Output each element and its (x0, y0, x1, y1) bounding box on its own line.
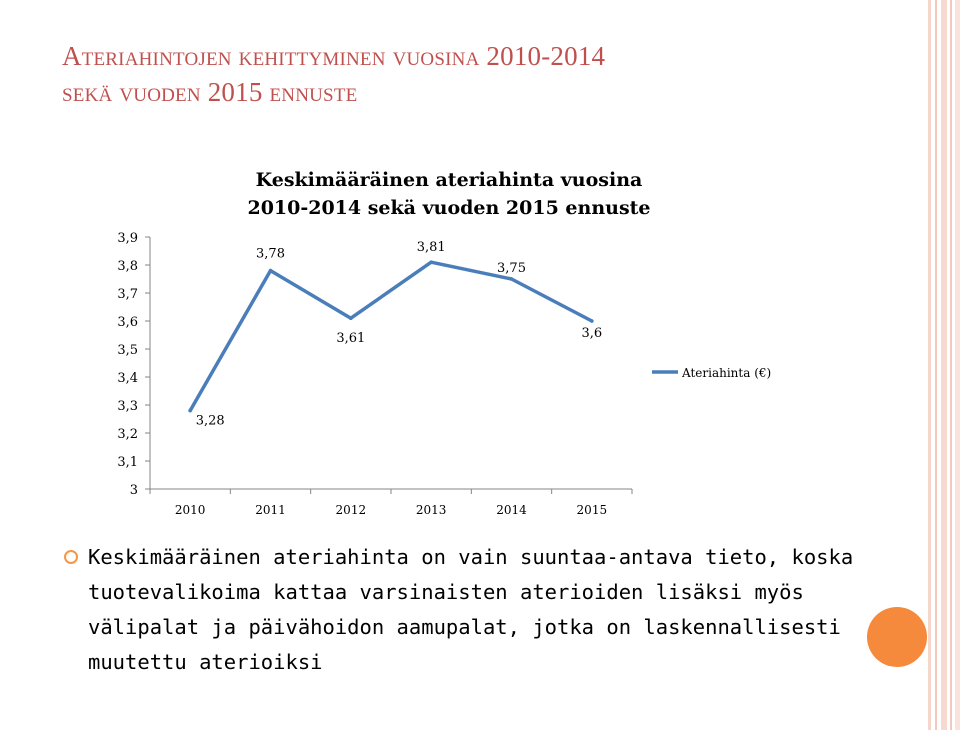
slide-title-line-2: sekä vuoden 2015 ennuste (62, 77, 358, 107)
chart-legend (652, 366, 771, 380)
data-label: 3,28 (195, 413, 225, 429)
data-point (269, 269, 273, 273)
x-tick-label: 2012 (335, 503, 367, 517)
decorative-circle (867, 607, 927, 667)
y-tick-label: 3,8 (117, 259, 138, 274)
data-point (349, 316, 353, 320)
chart-axes (150, 237, 632, 489)
data-label: 3,78 (256, 246, 285, 262)
y-tick-label: 3,3 (117, 399, 138, 414)
chart-series (188, 260, 593, 412)
y-tick-label: 3,5 (117, 343, 138, 358)
y-tick-label: 3,9 (117, 231, 138, 246)
chart-title-line-1: Keskimääräinen ateriahinta vuosina (255, 169, 643, 191)
series-line (190, 262, 592, 410)
data-label: 3,75 (497, 261, 526, 276)
slide-title-line-1: Ateriahintojen kehittyminen vuosina 2010-2014 (62, 41, 606, 71)
x-tick-label: 2011 (255, 503, 286, 517)
bullet-text: Keskimääräinen ateriahinta on vain suuntaa-antava tieto, koska tuotevalikoima kattaa varsinaisten aterioiden lisäksi myös välipalat ja päivähoidon aamupalat, jotka on laskennallisesti muutettu aterioiksi (88, 545, 854, 674)
x-tick-label: 2010 (174, 503, 206, 517)
data-label: 3,81 (416, 240, 446, 256)
x-tick-label: 2015 (576, 503, 608, 517)
y-tick-label: 3 (129, 483, 138, 498)
y-tick-label: 3,7 (117, 287, 138, 302)
x-tick-label: 2013 (415, 503, 447, 517)
y-tick-label: 3,2 (117, 427, 138, 442)
y-axis-ticks (117, 231, 150, 498)
data-labels (196, 240, 602, 428)
data-label: 3,6 (581, 326, 603, 341)
chart-title-line-2: 2010-2014 sekä vuoden 2015 ennuste (247, 197, 651, 219)
data-point (188, 409, 192, 413)
y-tick-label: 3,1 (117, 455, 138, 470)
y-tick-label: 3,6 (117, 315, 138, 330)
data-point (429, 260, 433, 264)
x-tick-label: 2014 (496, 503, 527, 517)
legend-label: Ateriahinta (€) (682, 366, 772, 380)
data-point (510, 277, 514, 281)
data-label: 3,61 (336, 331, 366, 347)
y-tick-label: 3,4 (117, 371, 138, 386)
x-axis-ticks (150, 489, 632, 517)
bullet-icon (64, 550, 78, 564)
data-point (590, 319, 594, 323)
